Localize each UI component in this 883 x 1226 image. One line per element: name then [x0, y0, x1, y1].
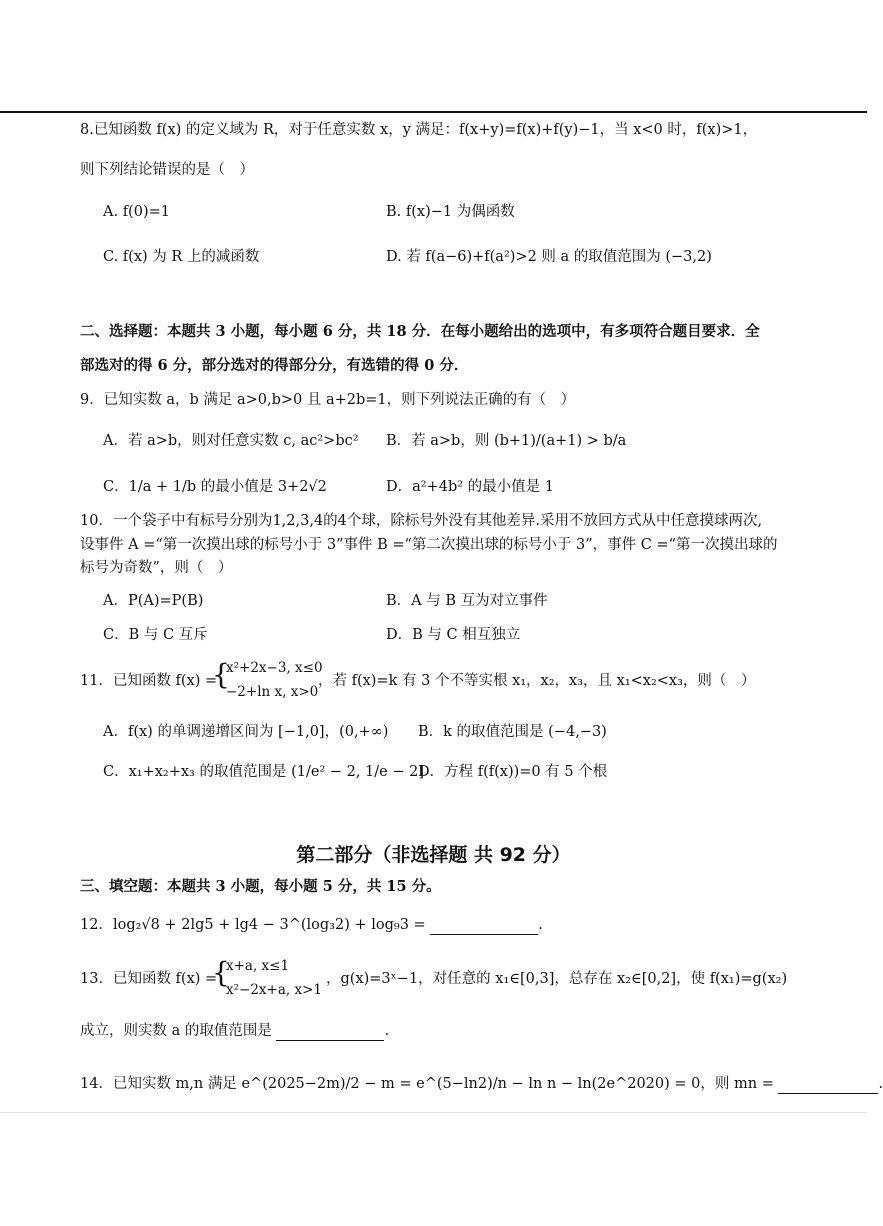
section2-heading-line2: 部选对的得 6 分，部分选对的得部分分，有选错的得 0 分． — [80, 357, 469, 374]
q10-option-d: D．B 与 C 相互独立 — [386, 627, 521, 643]
page-bottom-divider — [0, 1112, 867, 1113]
q9-option-b: B．若 a>b，则 (b+1)/(a+1) > b/a — [386, 433, 627, 449]
q8-stem-line1: 8.已知函数 f(x) 的定义域为 R，对于任意实数 x，y 满足：f(x+y)=f(x)+f(y)−1，当 x<0 时，f(x)>1， — [80, 122, 758, 138]
q13-case-1: x+a, x≤1 — [226, 958, 290, 974]
q8-option-d: D. 若 f(a−6)+f(a²)>2 则 a 的取值范围为 (−3,2) — [386, 249, 712, 265]
q9-option-c: C．1/a + 1/b 的最小值是 3+2√2 — [103, 479, 327, 495]
q14-line — [80, 1074, 883, 1094]
q8-stem-line2: 则下列结论错误的是（ ） — [80, 162, 254, 178]
q11-option-b: B．k 的取值范围是 (−4,−3) — [418, 724, 607, 740]
q13-answer-blank[interactable] — [276, 1024, 384, 1041]
q11-brace: { — [212, 658, 230, 691]
q13-stem-suffix: ，g(x)=3ˣ−1，对任意的 x₁∈[0,3]，总存在 x₂∈[0,2]，使 f(x₁)=g(x₂) — [326, 971, 788, 987]
header-rule — [0, 111, 867, 113]
q13-case-2: x²−2x+a, x>1 — [226, 982, 322, 998]
q12-line — [80, 915, 543, 935]
q12-end: . — [538, 917, 543, 933]
q11-option-a: A．f(x) 的单调递增区间为 [−1,0]，(0,+∞) — [103, 724, 389, 740]
q13-line2-text: 成立，则实数 a 的取值范围是 — [80, 1023, 272, 1039]
q13-end: . — [384, 1023, 390, 1039]
q12-text: 12．log₂√8 + 2lg5 + lg4 − 3^(log₃2) + log₉3 = — [80, 917, 426, 933]
q13-line2 — [80, 1021, 389, 1041]
q13-brace: { — [212, 956, 230, 989]
q8-option-a: A. f(0)=1 — [103, 204, 170, 220]
section2-heading-line1: 二、选择题：本题共 3 小题，每小题 6 分，共 18 分．在每小题给出的选项中，有多项符合题目要求．全 — [80, 323, 760, 340]
q10-stem-line3: 标号为奇数”，则（ ） — [80, 560, 233, 576]
q10-option-a: A．P(A)=P(B) — [103, 593, 204, 609]
q12-answer-blank[interactable] — [430, 918, 538, 935]
q10-option-b: B．A 与 B 互为对立事件 — [386, 593, 548, 609]
q14-answer-blank[interactable] — [778, 1077, 878, 1094]
q11-option-d: D．方程 f(f(x))=0 有 5 个根 — [418, 764, 608, 780]
part2-title: 第二部分（非选择题 共 92 分） — [296, 844, 571, 866]
q11-case-1: x²+2x−3, x≤0 — [226, 660, 323, 676]
q14-end: . — [878, 1076, 883, 1092]
q11-stem-suffix: ，若 f(x)=k 有 3 个不等实根 x₁，x₂，x₃，且 x₁<x₂<x₃，则（ ） — [318, 673, 756, 689]
q10-stem-line1: 10．一个袋子中有标号分别为1,2,3,4的4个球，除标号外没有其他差异.采用不放回方式从中任意摸球两次, — [80, 513, 763, 529]
q9-option-d: D．a²+4b² 的最小值是 1 — [386, 479, 554, 495]
q11-stem-prefix: 11．已知函数 f(x) = — [80, 673, 218, 689]
q13-stem-prefix: 13．已知函数 f(x) = — [80, 971, 218, 987]
q9-option-a: A．若 a>b，则对任意实数 c, ac²>bc² — [103, 433, 359, 449]
q10-stem-line2: 设事件 A =“第一次摸出球的标号小于 3”事件 B =“第二次摸出球的标号小于 3”，事件 C =“第一次摸出球的 — [80, 537, 778, 553]
section3-heading: 三、填空题：本题共 3 小题，每小题 5 分，共 15 分。 — [80, 878, 441, 895]
q9-stem: 9．已知实数 a，b 满足 a>0,b>0 且 a+2b=1，则下列说法正确的有（ ） — [80, 392, 576, 408]
q8-option-b: B. f(x)−1 为偶函数 — [386, 204, 515, 220]
q14-text: 14．已知实数 m,n 满足 e^(2025−2m)/2 − m = e^(5−ln2)/n − ln n − ln(2e^2020) = 0，则 mn = — [80, 1076, 774, 1092]
q8-option-c: C. f(x) 为 R 上的减函数 — [103, 249, 260, 265]
q11-option-c: C．x₁+x₂+x₃ 的取值范围是 (1/e² − 2, 1/e − 2] — [103, 764, 424, 780]
q11-case-2: −2+ln x, x>0 — [226, 684, 319, 700]
q10-option-c: C．B 与 C 互斥 — [103, 627, 208, 643]
